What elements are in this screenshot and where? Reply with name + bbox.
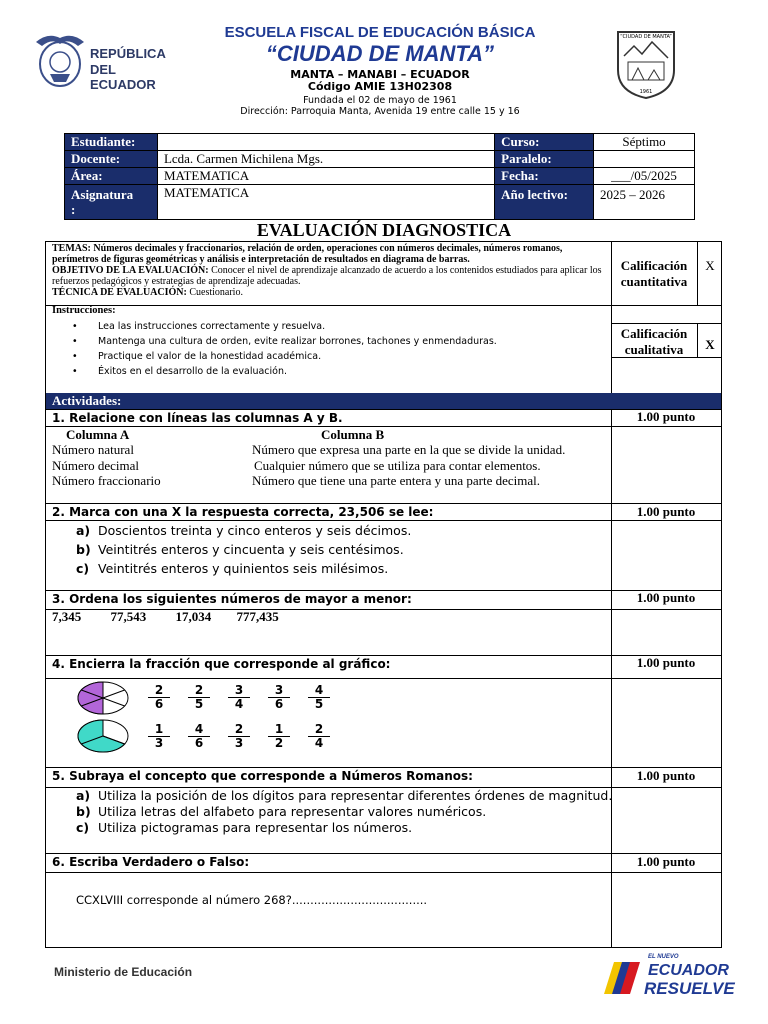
fraction-denominator: 4 (314, 736, 324, 750)
fraction-numerator: 2 (188, 684, 210, 698)
fraction-numerator: 2 (228, 723, 250, 737)
pie-shaded-slice (78, 682, 103, 714)
option-c[interactable]: c) Veintitrés enteros y quinientos seis milésimos. (76, 561, 389, 576)
instruction-item: • Mantenga una cultura de orden, evite realizar borrones, tachones y enmendaduras. (72, 336, 497, 347)
fraction-option[interactable] (188, 684, 210, 711)
ecuador-coat-of-arms-icon (28, 28, 92, 92)
school-address: Dirección: Parroquia Manta, Avenida 19 entre calle 15 y 16 (240, 106, 520, 117)
fraction-denominator: 6 (154, 697, 164, 711)
fraction-numerator: 3 (268, 684, 290, 698)
objetivo-text: Conocer el nivel de aprendizaje alcanzado de acuerdo a los contenidos estudiados para aplicar los refuerzos pedagógicos y estrategias de aprendizaje adecuadas. (52, 265, 602, 287)
fraction-option[interactable] (148, 684, 170, 711)
ecuador-stripes-icon (604, 956, 644, 1000)
fraction-numerator: 4 (308, 684, 330, 698)
question-6-points: 1.00 punto (636, 854, 696, 869)
fraction-denominator: 2 (274, 736, 284, 750)
school-seal (612, 26, 680, 100)
numbers-to-order (52, 609, 279, 625)
temas-block (52, 243, 608, 298)
option-a[interactable]: a) Doscientos treinta y cinco enteros y seis décimos. (76, 523, 412, 538)
fraction-denominator: 3 (234, 736, 244, 750)
paralelo-field[interactable] (594, 151, 695, 168)
column-a-list (52, 442, 161, 489)
number-item: 77,543 (110, 609, 147, 624)
curso-value: Séptimo (594, 134, 695, 151)
number-item: 777,435 (236, 609, 279, 624)
fraction-pie-1 (76, 680, 130, 716)
fraction-denominator: 4 (234, 697, 244, 711)
question-3-title: 3. Ordena los siguientes números de mayor a menor: (52, 592, 412, 606)
fraction-numerator: 1 (268, 723, 290, 737)
fraction-option[interactable] (308, 723, 330, 750)
instruction-item: • Éxitos en el desarrollo de la evaluación. (72, 366, 288, 377)
calif-cualitativa-label: Calificación cualitativa (620, 326, 688, 357)
school-location: MANTA – MANABI – ECUADOR (290, 68, 470, 81)
fraction-option[interactable] (268, 723, 290, 750)
republic-text-2: DEL ECUADOR (90, 62, 156, 92)
estudiante-label: Estudiante: (65, 134, 158, 151)
question-6-statement[interactable]: CCXLVIII corresponde al número 268?..................................... (76, 893, 428, 907)
option-c[interactable]: c) Utiliza pictogramas para representar los números. (76, 820, 413, 835)
number-item: 17,034 (175, 609, 212, 624)
fraction-pie-2 (76, 718, 130, 754)
ministry-name: Ministerio de Educación (54, 965, 193, 979)
instruction-item: • Lea las instrucciones correctamente y resuelva. (72, 321, 326, 332)
fraction-denominator: 5 (194, 697, 204, 711)
question-2-title: 2. Marca con una X la respuesta correcta, 23,506 se lee: (52, 505, 434, 519)
column-a-item[interactable]: Número fraccionario (52, 473, 161, 488)
fraction-option[interactable] (228, 723, 250, 750)
question-3-points: 1.00 punto (636, 590, 696, 605)
column-b-item[interactable]: Número que tiene una parte entera y una parte decimal. (252, 473, 541, 488)
divider (45, 872, 722, 873)
asignatura-label-colon: : (71, 202, 76, 217)
divider (611, 323, 722, 324)
fecha-field[interactable]: ___/05/2025 (594, 168, 695, 185)
option-b[interactable]: b) Veintitrés enteros y cincuenta y seis centésimos. (76, 542, 404, 557)
option-a[interactable]: a) Utiliza la posición de los dígitos para representar diferentes órdenes de magnitud. (76, 788, 613, 803)
student-info-table (64, 133, 695, 220)
estudiante-field[interactable] (157, 134, 494, 151)
column-b-item[interactable]: Cualquier número que se utiliza para contar elementos. (254, 457, 541, 473)
number-item: 7,345 (52, 609, 82, 624)
fraction-denominator: 6 (194, 736, 204, 750)
fraction-numerator: 2 (308, 723, 330, 737)
column-b-header: Columna B (321, 427, 385, 442)
docente-value: Lcda. Carmen Michilena Mgs. (157, 151, 494, 168)
fraction-numerator: 3 (228, 684, 250, 698)
temas-label: TEMAS: (52, 243, 91, 254)
fraction-denominator: 5 (314, 697, 324, 711)
objetivo-label: OBJETIVO DE LA EVALUACIÓN: (52, 265, 209, 276)
divider (611, 305, 722, 306)
instructions-list (72, 319, 602, 379)
slogan-line-1: ECUADOR (648, 962, 729, 979)
paralelo-label: Paralelo: (495, 151, 594, 168)
fraction-numerator: 2 (148, 684, 170, 698)
asignatura-label (65, 185, 158, 220)
republic-text-1: REPÚBLICA (90, 46, 166, 61)
asignatura-value: MATEMATICA (157, 185, 494, 220)
question-4-points: 1.00 punto (636, 655, 696, 670)
divider (45, 678, 722, 679)
seal-text: “CIUDAD DE MANTA” (620, 34, 672, 40)
fraction-denominator: 3 (154, 736, 164, 750)
calif-cuantitativa-label: Calificación cuantitativa (620, 258, 688, 289)
fecha-label: Fecha: (495, 168, 594, 185)
fraction-option[interactable] (188, 723, 210, 750)
divider (45, 305, 611, 306)
calif-cualitativa-mark[interactable]: X (705, 337, 715, 352)
option-b[interactable]: b) Utiliza letras del alfabeto para representar valores numéricos. (76, 804, 487, 819)
slogan-small: EL NUEVO (648, 954, 679, 960)
school-amie-code: Código AMIE 13H02308 (307, 80, 453, 93)
question-1-points: 1.00 punto (636, 409, 696, 424)
instruction-item: • Practique el valor de la honestidad académica. (72, 351, 322, 362)
actividades-bar: Actividades: (46, 393, 721, 409)
slogan-logo (604, 948, 735, 1002)
fraction-numerator: 4 (188, 723, 210, 737)
fraction-denominator: 6 (274, 697, 284, 711)
school-name: ESCUELA FISCAL DE EDUCACIÓN BÁSICA (224, 24, 536, 41)
column-b-list (252, 442, 565, 489)
fraction-option[interactable] (268, 684, 290, 711)
column-b-item[interactable]: Número que expresa una parte en la que se divide la unidad. (252, 442, 566, 457)
asignatura-label-text: Asignatura (71, 187, 134, 202)
temas-text: Números decimales y fraccionarios, relación de orden, operaciones con números decimales, números romanos, perímetros de figuras geométricas y análisis e interpretación de resultados en diagrama de barras. (52, 243, 563, 265)
curso-label: Curso: (495, 134, 594, 151)
area-value: MATEMATICA (157, 168, 494, 185)
anio-value: 2025 – 2026 (594, 185, 695, 220)
question-1-title: 1. Relacione con líneas las columnas A y B. (52, 411, 343, 425)
column-a-item[interactable]: Número decimal (52, 457, 139, 473)
question-4-title: 4. Encierra la fracción que corresponde al gráfico: (52, 657, 391, 671)
instructions-label: Instrucciones: (52, 305, 116, 316)
tecnica-label: TÉCNICA DE EVALUACIÓN: (52, 287, 187, 298)
column-a-item[interactable]: Número natural (52, 442, 134, 457)
fraction-option[interactable] (228, 684, 250, 711)
question-2-points: 1.00 punto (636, 504, 696, 519)
anio-label: Año lectivo: (495, 185, 594, 220)
fraction-option[interactable] (308, 684, 330, 711)
area-label: Área: (65, 168, 158, 185)
question-5-points: 1.00 punto (636, 768, 696, 783)
evaluation-title: EVALUACIÓN DIAGNOSTICA (256, 220, 512, 240)
question-5-title: 5. Subraya el concepto que corresponde a Números Romanos: (52, 769, 473, 783)
calif-cuantitativa-mark[interactable]: X (705, 258, 715, 273)
seal-year: 1961 (639, 89, 653, 95)
tecnica-text: Cuestionario. (189, 287, 243, 298)
docente-label: Docente: (65, 151, 158, 168)
school-founded: Fundada el 02 de mayo de 1961 (303, 95, 457, 106)
slogan-line-2: RESUELVE (644, 979, 735, 998)
question-5-options (76, 788, 612, 836)
question-6-title: 6. Escriba Verdadero o Falso: (52, 855, 250, 869)
fraction-numerator: 1 (148, 723, 170, 737)
fraction-option[interactable] (148, 723, 170, 750)
column-a-header: Columna A (66, 427, 130, 442)
school-motto: “CIUDAD DE MANTA” (265, 41, 495, 66)
question-2-options (76, 521, 411, 578)
